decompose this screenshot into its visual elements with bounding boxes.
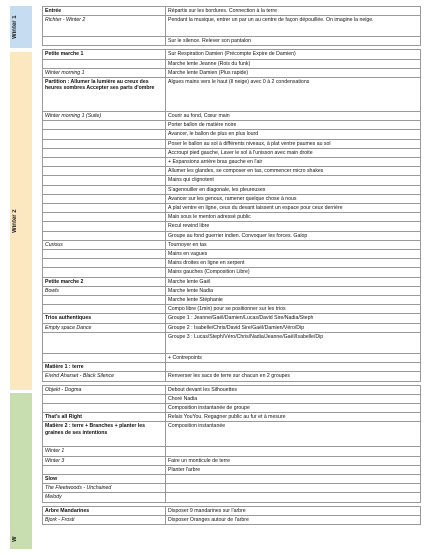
table-row <box>43 59 421 68</box>
cell-music-step <box>43 332 166 353</box>
table-row <box>43 78 421 112</box>
cell-instruction <box>166 493 421 502</box>
cell-music-step: Partition : Allumer la lumière au creux des heures sombres Accepter ses parts d'ombre <box>43 78 166 112</box>
cell-instruction: Courir au fond, Cœur main <box>166 112 421 121</box>
table-row <box>43 167 421 176</box>
cell-music-step: Melody <box>43 493 166 502</box>
table-row <box>43 332 421 353</box>
table-row <box>43 268 421 277</box>
cell-instruction: Sur le silence. Relever son pantalon <box>166 37 421 46</box>
table-row <box>43 403 421 412</box>
table-row <box>43 385 421 394</box>
cell-instruction <box>166 484 421 493</box>
cell-instruction: S'agenouiller en diagonale, les pleureuses <box>166 185 421 194</box>
choreography-table <box>42 6 421 525</box>
cell-instruction: Compo libre (1min) pour se positionner sur les trios <box>166 305 421 314</box>
cell-music-step: Bjork - Frosti <box>43 515 166 524</box>
cell-music-step <box>43 139 166 148</box>
cell-music-step <box>43 231 166 240</box>
cell-instruction: Sur Respiration Damien (Précompte Expire de Damien) <box>166 50 421 59</box>
table-row <box>43 314 421 323</box>
cell-music-step <box>43 250 166 259</box>
cell-instruction: + Expansions arrière bras gauche en l'air <box>166 158 421 167</box>
cell-music-step: Matière 2 : terre + Branches + planter les graines de ses intentions <box>43 422 166 447</box>
cell-music-step <box>43 296 166 305</box>
cell-music-step <box>43 259 166 268</box>
cell-music-step <box>43 222 166 231</box>
cell-instruction: + Contrepoints <box>166 353 421 362</box>
cell-instruction: Disposer Oranges autour de l'arbre <box>166 515 421 524</box>
cell-music-step: Empty space Dance <box>43 323 166 332</box>
table-row <box>43 493 421 502</box>
table-row <box>43 353 421 362</box>
table-row <box>43 413 421 422</box>
table-row <box>43 148 421 157</box>
cell-instruction: Accroupi pied gauche, Laver le sol à l'unisson avec main droite <box>166 148 421 157</box>
table-row <box>43 50 421 59</box>
cell-music-step <box>43 185 166 194</box>
table-row <box>43 250 421 259</box>
table-row <box>43 222 421 231</box>
cell-instruction: Marche lente Jeanne (Rois du funk) <box>166 59 421 68</box>
table-row <box>43 121 421 130</box>
cell-instruction: Marche lente Gaël <box>166 277 421 286</box>
cell-music-step: Objekt - Dogma <box>43 385 166 394</box>
table-row <box>43 394 421 403</box>
cell-instruction: Tournoyer en tas <box>166 240 421 249</box>
cell-music-step <box>43 353 166 362</box>
table-row <box>43 7 421 16</box>
cell-instruction <box>166 474 421 483</box>
cell-music-step <box>43 158 166 167</box>
table-row <box>43 515 421 524</box>
cell-instruction <box>166 447 421 456</box>
cell-instruction: Mains gauches (Composition Libre) <box>166 268 421 277</box>
cell-instruction: Marche lente Damien (Plus rapide) <box>166 68 421 77</box>
cell-music-step: Trios authentiques <box>43 314 166 323</box>
table-row <box>43 506 421 515</box>
table-row <box>43 277 421 286</box>
cell-music-step <box>43 37 166 46</box>
cell-instruction: Composition instantanée <box>166 422 421 447</box>
table-row <box>43 363 421 372</box>
cell-music-step: Slow <box>43 474 166 483</box>
cell-music-step: Matière 1 : terre <box>43 363 166 372</box>
table-row <box>43 231 421 240</box>
cell-music-step: Arbre Mandarines <box>43 506 166 515</box>
cell-music-step: Winter 1 <box>43 447 166 456</box>
cell-music-step <box>43 305 166 314</box>
cell-music-step: Eivind Aharset - Black Silence <box>43 372 166 381</box>
table-row <box>43 372 421 381</box>
table-row <box>43 484 421 493</box>
cell-instruction: Allumer les glandes, se composer en tas, commencer micro shakes <box>166 167 421 176</box>
cell-instruction: Composition instantanée de groupe <box>166 403 421 412</box>
cell-instruction: Main sous le menton adressé public <box>166 213 421 222</box>
cell-instruction: Planter l'arbre <box>166 465 421 474</box>
table-row <box>43 456 421 465</box>
cell-instruction: Debout devant les Silhouettes <box>166 385 421 394</box>
cell-music-step <box>43 465 166 474</box>
table-row <box>43 286 421 295</box>
cell-music-step <box>43 204 166 213</box>
table-row <box>43 37 421 46</box>
section-label-winter-2: Winter 2 <box>12 209 18 233</box>
cell-instruction: Marche lente Stéphanie <box>166 296 421 305</box>
cell-music-step: The Fleetwoods - Unchained <box>43 484 166 493</box>
cell-music-step: Curious <box>43 240 166 249</box>
table-row <box>43 305 421 314</box>
cell-music-step: Winter morning 1 (Suite) <box>43 112 166 121</box>
cell-instruction: Marche lente Nadia <box>166 286 421 295</box>
cell-music-step <box>43 130 166 139</box>
table-row <box>43 139 421 148</box>
cell-music-step: Winter 3 <box>43 456 166 465</box>
cell-music-step: Winter morning 1 <box>43 68 166 77</box>
cell-music-step <box>43 268 166 277</box>
cell-instruction: Renverser les sacs de terre sur chacun en 2 groupes <box>166 372 421 381</box>
cell-music-step <box>43 194 166 203</box>
table-row <box>43 185 421 194</box>
section-label-winter-1: Winter 1 <box>12 15 18 39</box>
cell-music-step <box>43 59 166 68</box>
table-row <box>43 465 421 474</box>
cell-music-step <box>43 148 166 157</box>
section-label-winter-3: W <box>12 536 18 542</box>
cell-instruction: Avancer sur les genoux, ramener quelque chose à nous <box>166 194 421 203</box>
table-row <box>43 194 421 203</box>
cell-music-step: Petite marche 1 <box>43 50 166 59</box>
table-row <box>43 422 421 447</box>
cell-instruction: Porter ballon de matière noire <box>166 121 421 130</box>
table-row <box>43 323 421 332</box>
cell-music-step <box>43 121 166 130</box>
cell-instruction: Groupe 3 : Lucas/Steph/Véro/Chris/Nadia/Jeanne/Gaël/Isabelle/Dip <box>166 332 421 353</box>
cell-instruction: A plat ventre en ligne, ceux du devant laissent un espace pour ceux derrière <box>166 204 421 213</box>
cell-instruction <box>166 363 421 372</box>
cell-instruction: Mains en vagues <box>166 250 421 259</box>
cell-music-step: Petite marche 2 <box>43 277 166 286</box>
table-row <box>43 68 421 77</box>
table-row <box>43 259 421 268</box>
table-row <box>43 240 421 249</box>
cell-instruction: Relais YouYou. Regagner public au fur et à mesure <box>166 413 421 422</box>
cell-instruction: Groupe 1 : Jeanne/Gaël/Damien/Lucas/David Sire/Nadia/Steph <box>166 314 421 323</box>
table-row <box>43 158 421 167</box>
table-row <box>43 296 421 305</box>
cell-music-step: Richter - Winter 2 <box>43 16 166 37</box>
cell-instruction: Avancer, le ballon de plus en plus lourd <box>166 130 421 139</box>
cell-instruction: Recul rewind libre <box>166 222 421 231</box>
cell-music-step: That's all Right <box>43 413 166 422</box>
table-row <box>43 130 421 139</box>
table-row <box>43 204 421 213</box>
cell-instruction: Groupe 2 : Isabelle/Chris/David Sire/Gaël/Damien/Véro/Dip <box>166 323 421 332</box>
cell-instruction: Choré Nadia <box>166 394 421 403</box>
cell-instruction: Poser le ballon au sol à différents niveaux, à plat ventre paumes au sol <box>166 139 421 148</box>
cell-instruction: Répartis sur les bordures. Connection à la terre <box>166 7 421 16</box>
table-row <box>43 447 421 456</box>
cell-music-step: Entrée <box>43 7 166 16</box>
cell-music-step <box>43 213 166 222</box>
table-row <box>43 176 421 185</box>
cell-instruction: Mains droites en ligne en serpent <box>166 259 421 268</box>
table-row <box>43 213 421 222</box>
cell-music-step <box>43 394 166 403</box>
table-row <box>43 112 421 121</box>
cell-instruction: Algues mains vers le haut (Il neige) avec 0 à 2 condensations <box>166 78 421 112</box>
cell-music-step <box>43 167 166 176</box>
cell-instruction: Faire un monticule de terre <box>166 456 421 465</box>
table-row <box>43 474 421 483</box>
cell-instruction: Mains qui clignotent <box>166 176 421 185</box>
section-band-winter-3 <box>10 393 32 549</box>
cell-instruction: Groupe au fond guerrier indien. Convoquer les forces. Galop <box>166 231 421 240</box>
cell-instruction: Pendant la musique, entrer un par un au centre de façon dépouillée. On imagine la neige. <box>166 16 421 37</box>
cell-music-step: Bowls <box>43 286 166 295</box>
table-row <box>43 16 421 37</box>
cell-instruction: Disposer 9 mandarines sur l'arbre <box>166 506 421 515</box>
cell-music-step <box>43 403 166 412</box>
cell-music-step <box>43 176 166 185</box>
